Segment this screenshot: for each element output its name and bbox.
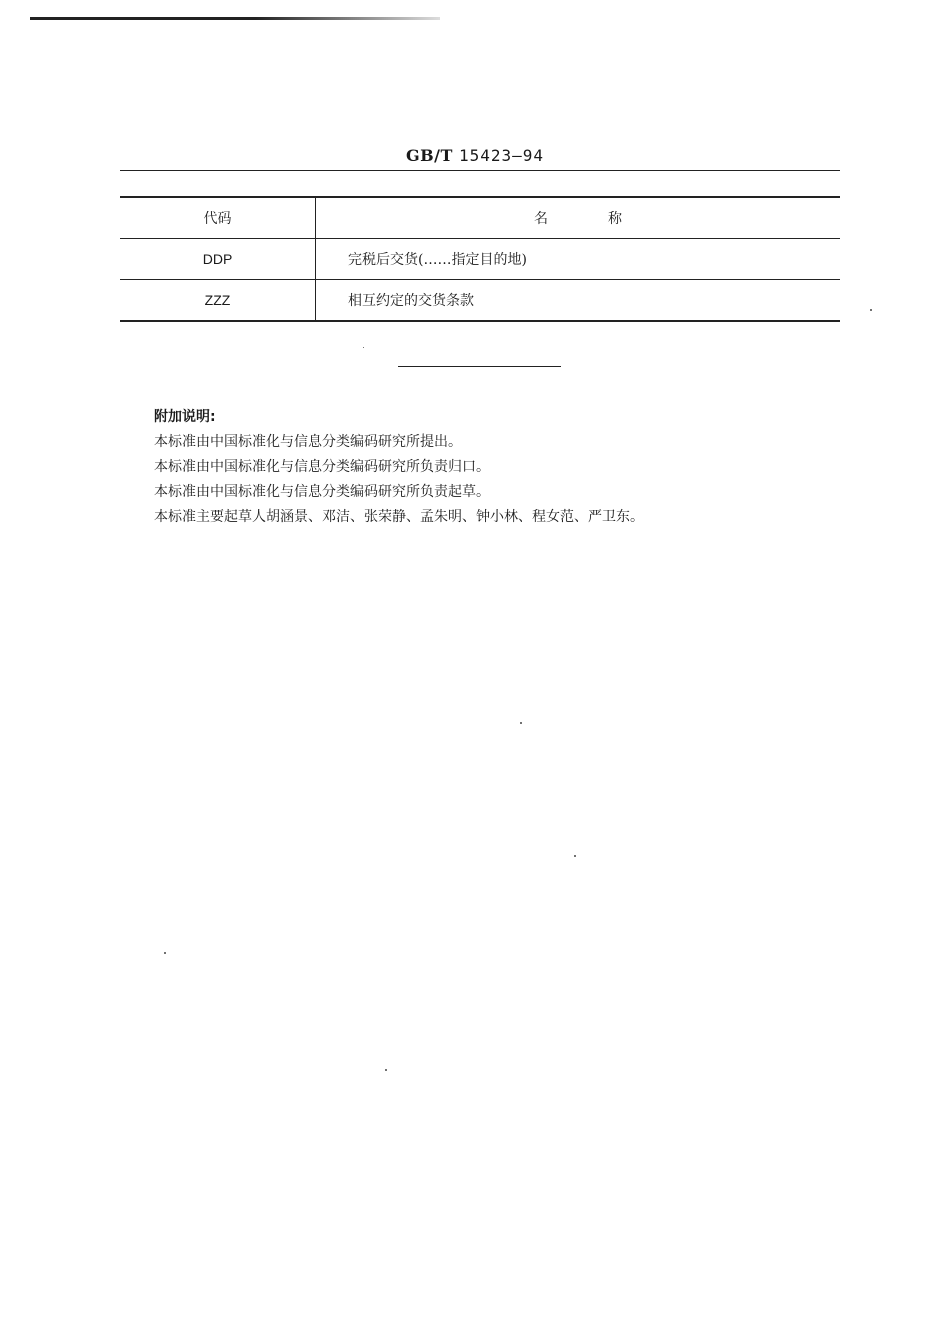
notes-line: 本标准由中国标准化与信息分类编码研究所提出。 bbox=[154, 434, 462, 450]
notes-line: 本标准主要起草人胡涵景、邓洁、张荣静、孟朱明、钟小林、程女范、严卫东。 bbox=[154, 509, 644, 525]
section-end-rule bbox=[398, 366, 561, 367]
code-cell bbox=[120, 239, 316, 280]
standard-header bbox=[0, 146, 950, 165]
scan-speck bbox=[870, 309, 872, 311]
standard-prefix: GB/T bbox=[405, 146, 453, 165]
notes-line: 本标准由中国标准化与信息分类编码研究所负责起草。 bbox=[154, 484, 490, 500]
table-row bbox=[120, 239, 840, 280]
column-header-code: 代码 bbox=[120, 197, 316, 239]
table-row bbox=[120, 280, 840, 322]
notes-line: 本标准由中国标准化与信息分类编码研究所负责归口。 bbox=[154, 459, 490, 475]
additional-notes bbox=[154, 405, 644, 530]
code-value: ZZZ bbox=[204, 291, 231, 308]
name-cell: 相互约定的交货条款 bbox=[348, 293, 474, 309]
column-header-name: 名称 bbox=[534, 211, 682, 227]
scan-speck bbox=[574, 855, 576, 857]
scan-speck bbox=[164, 952, 166, 954]
scan-edge-line bbox=[30, 17, 440, 20]
header-rule bbox=[120, 170, 840, 171]
code-cell bbox=[120, 280, 316, 322]
scan-speck bbox=[363, 347, 364, 348]
name-cell: 完税后交货(……指定目的地) bbox=[348, 252, 527, 268]
code-table bbox=[120, 196, 840, 322]
standard-number: 15423—94 bbox=[458, 146, 545, 165]
notes-title: 附加说明: bbox=[154, 409, 216, 425]
scan-speck bbox=[385, 1069, 387, 1071]
table-header-row bbox=[120, 197, 840, 239]
scan-speck bbox=[520, 722, 522, 724]
code-value: DDP bbox=[202, 250, 233, 267]
